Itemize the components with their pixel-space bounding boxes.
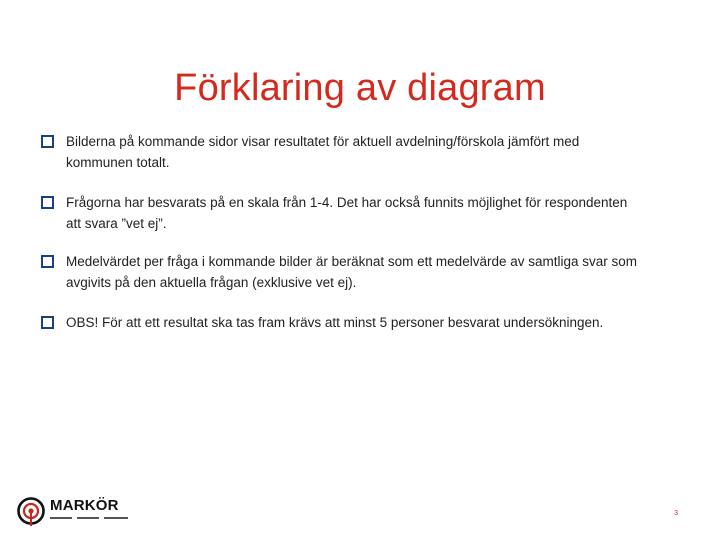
logo-tagline-graphic <box>50 516 128 520</box>
page-title: Förklaring av diagram <box>174 67 546 110</box>
bullet-item <box>41 131 641 173</box>
bullet-item <box>41 192 641 234</box>
square-bullet-icon <box>41 255 54 268</box>
bullet-item <box>41 251 641 293</box>
bullet-text: Frågorna har besvarats på en skala från 1-4. Det har också funnits möjlighet för respondenten att svara ”vet ej”. <box>66 195 628 231</box>
target-logo-icon <box>16 496 46 526</box>
bullet-text: OBS! För att ett resultat ska tas fram krävs att minst 5 personer besvarat undersökningen. <box>66 315 604 330</box>
square-bullet-icon <box>41 316 54 329</box>
bullet-text: Medelvärdet per fråga i kommande bilder är beräknat som ett medelvärde av samtliga svar som avgivits på den aktuella frågan (exklusive vet ej). <box>66 254 638 290</box>
logo-wordmark: MARKÖR <box>50 497 119 514</box>
bullet-item <box>41 312 641 333</box>
bullet-list <box>41 131 641 352</box>
square-bullet-icon <box>41 196 54 209</box>
page-number: 3 <box>674 510 678 517</box>
company-logo <box>16 496 119 526</box>
square-bullet-icon <box>41 135 54 148</box>
bullet-text: Bilderna på kommande sidor visar resultatet för aktuell avdelning/förskola jämfört med kommunen totalt. <box>66 134 580 170</box>
